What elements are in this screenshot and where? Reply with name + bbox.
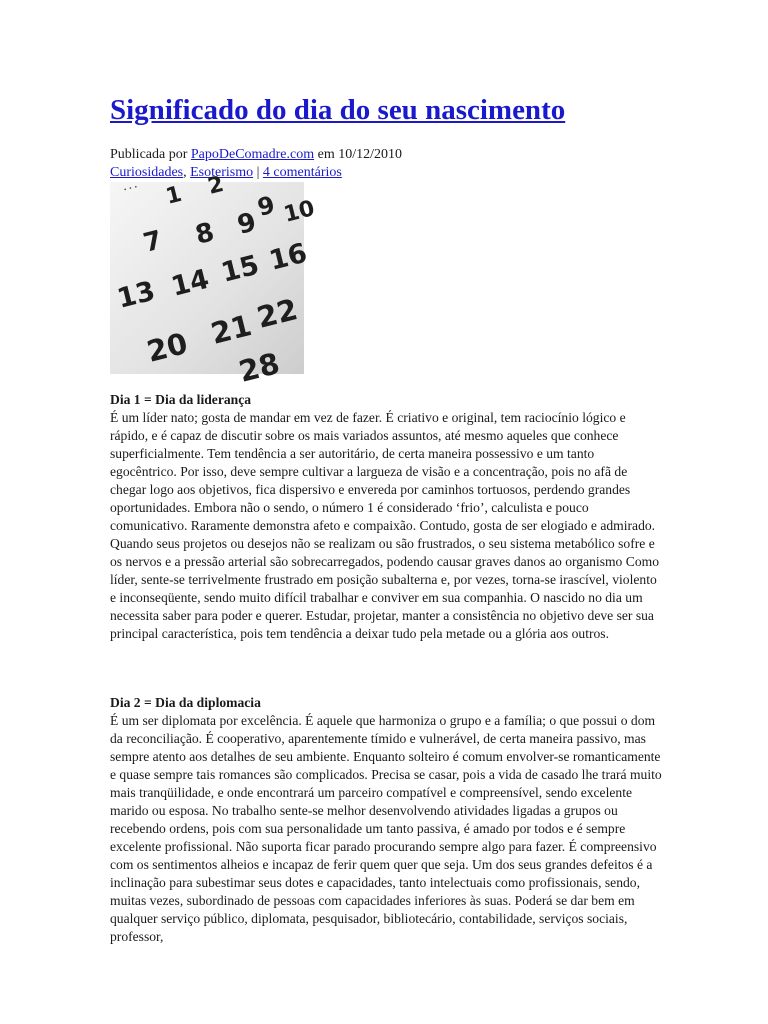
author-link[interactable]: PapoDeComadre.com bbox=[190, 147, 315, 162]
publish-date: em 10/12/2010 bbox=[314, 147, 403, 162]
calendar-number: 15 bbox=[218, 249, 263, 289]
section-title: Dia 2 = Dia da diplomacia bbox=[110, 695, 261, 710]
calendar-number: 2 bbox=[205, 171, 227, 200]
calendar-number: 8 bbox=[192, 217, 218, 251]
calendar-small-print: • • • bbox=[122, 183, 139, 194]
categories-line bbox=[110, 164, 402, 182]
category-link-esoterismo[interactable]: Esoterismo bbox=[190, 165, 254, 180]
comments-link[interactable]: 4 comentários bbox=[262, 165, 342, 180]
calendar-number: 9 bbox=[254, 190, 278, 222]
calendar-number: 9 bbox=[234, 207, 260, 241]
section-body: É um ser diplomata por excelência. É aquele que harmoniza o grupo e a família; o que possui o dom da reconciliação. É cooperativo, aparentemente tímido e vulnerável, de certa maneira passivo, mas sempre atento aos detalhes de seu ambiente. Enquanto solteiro é comum envolver-se romanticamente e quase sempre tais romances são complicados. Precisa se casar, pois a vida de casado lhe trará muito mais tranqüilidade, e onde encontrará um parceiro compatível e compreensível, sendo excelente marido ou esposa. No trabalho sente-se melhor desenvolvendo atividades ligadas a grupos ou recebendo ordens, pois com sua personalidade um tanto passiva, é amado por todos e é sempre excelente profissional. Não suporta ficar parado procurando sempre algo para fazer. É compreensivo com os sentimentos alheios e incapaz de ferir quem quer que seja. Um dos seus grandes defeitos é a inclinação para subestimar seus dotes e capacidades, tanto intelectuais como profissionais, sendo, muitas vezes, subordinado de pessoas com capacidades inferiores às suas. Poderá se dar bem em qualquer serviço público, diplomata, pesquisador, bibliotecário, contabilidade, serviços sociais, professor, bbox=[110, 713, 662, 944]
calendar-number: 28 bbox=[235, 346, 283, 389]
calendar-number: 13 bbox=[114, 275, 159, 315]
calendar-number: 7 bbox=[140, 225, 166, 259]
post-title bbox=[110, 92, 565, 128]
calendar-number: 21 bbox=[207, 308, 255, 351]
category-separator: , bbox=[183, 165, 191, 180]
calendar-number: 10 bbox=[281, 196, 318, 228]
calendar-number: 14 bbox=[168, 263, 213, 303]
category-link-curiosidades[interactable]: Curiosidades bbox=[110, 165, 184, 180]
calendar-number: 16 bbox=[266, 237, 311, 277]
section-dia-1 bbox=[110, 391, 662, 643]
comments-separator: | bbox=[253, 165, 263, 180]
byline bbox=[110, 146, 402, 164]
calendar-number: 1 bbox=[163, 181, 185, 210]
section-body: É um líder nato; gosta de mandar em vez de fazer. É criativo e original, tem raciocínio lógico e rápido, e é capaz de discutir sobre os mais variados assuntos, até mesmo aqueles que conhece superficialmente. Tem tendência a ser autoritário, de certa maneira possessivo e um tanto egocêntrico. Por isso, deve sempre cultivar a largueza de visão e a concentração, pois no afã de chegar logo aos objetivos, fica dispersivo e envereda por caminhos tortuosos, perdendo grandes oportunidades. Embora não o sendo, o número 1 é considerado ‘frio’, calculista e pouco comunicativo. Raramente demonstra afeto e compaixão. Contudo, gosta de ser elogiado e admirado. Quando seus projetos ou desejos não se realizam ou são frustrados, o seu sistema metabólico sofre e os nervos e a pressão arterial são sobrecarregados, podendo causar graves danos ao organismo Como líder, sente-se terrivelmente frustrado em posição subalterna e, por vezes, torna-se irascível, violento e inconseqüente, sendo muito difícil trabalhar e conviver em sua companhia. O nascido no dia um necessita saber para poder e querer. Estudar, projetar, manter a consistência no objetivo deve ser sua principal característica, pois tem tendência a deixar tudo pela metade ou a glória aos outros. bbox=[110, 410, 659, 641]
calendar-number: 20 bbox=[143, 326, 191, 369]
published-label: Publicada por bbox=[110, 147, 191, 162]
section-title: Dia 1 = Dia da liderança bbox=[110, 392, 252, 407]
section-dia-2 bbox=[110, 694, 662, 946]
calendar-number: 22 bbox=[253, 292, 301, 335]
post-meta bbox=[110, 146, 402, 182]
post-title-link[interactable]: Significado do dia do seu nascimento bbox=[110, 94, 566, 126]
